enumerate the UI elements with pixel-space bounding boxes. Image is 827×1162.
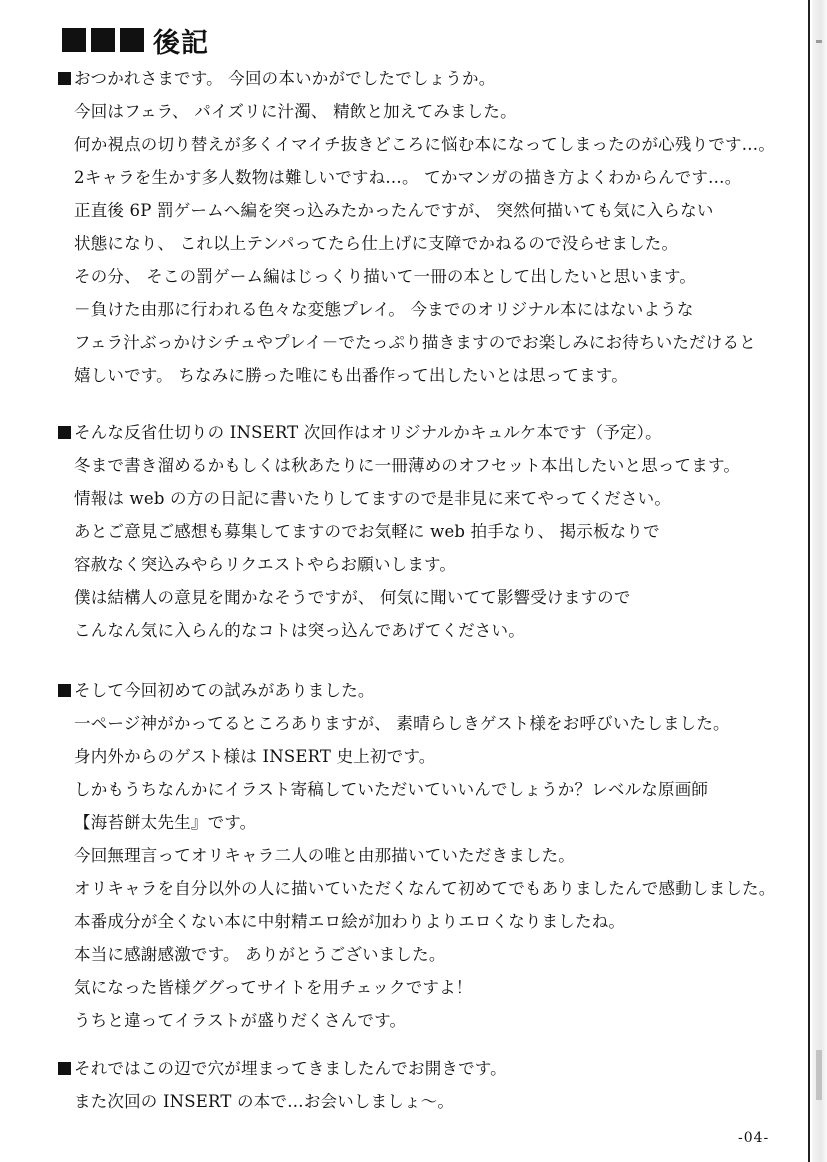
paragraph-line: しかもうちなんかにイラスト寄稿していただいていいんでしょうか？レベルな原画師 (74, 780, 709, 799)
paragraph-line: 何か視点の切り替えが多くイマイチ抜きどころに悩む本になってしまったのが心残りです…。 (74, 135, 776, 154)
paragraph-line: オリキャラを自分以外の人に描いていただくなんて初めてでもありましたんで感動しました。 (74, 879, 776, 898)
bullet-square-icon (58, 684, 71, 697)
line-text: そんな反省仕切りの INSERT 次回作はオリジナルかキュルケ本です（予定）。 (74, 423, 662, 442)
paragraph-line: 正直後 6P 罰ゲームへ編を突っ込みたかったんですが、 突然何描いても気に入らない (74, 201, 714, 220)
heading-square-icon (91, 28, 115, 52)
paragraph-line: －負けた由那に行われる色々な変態プレイ。 今までのオリジナル本にはないような (74, 300, 694, 319)
bullet-square-icon (58, 72, 71, 85)
paragraph-line: あとご意見ご感想も募集してますのでお気軽に web 拍手なり、 掲示板なりで (74, 522, 660, 541)
paragraph-line: 僕は結構人の意見を聞かなそうですが、 何気に聞いてて影響受けますので (74, 588, 631, 607)
paragraph-line: 本当に感謝感激です。 ありがとうございました。 (74, 945, 446, 964)
page-number: -04- (738, 1130, 770, 1146)
paragraph-line (58, 62, 775, 95)
paragraph-line: フェラ汁ぶっかけシチュやプレイ－でたっぷり描きますのでお楽しみにお待ちいただけると (74, 333, 756, 352)
paragraph-line: 情報は web の方の日記に書いたりしてますので是非見に来てやってください。 (74, 489, 672, 508)
line-text: それではこの辺で穴が埋まってきましたんでお開きです。 (74, 1059, 507, 1078)
section-closing (58, 1052, 507, 1118)
line-text: そして今回初めての試みがありました。 (74, 681, 375, 700)
heading-square-icon (62, 28, 86, 52)
paragraph-line (58, 416, 740, 449)
section-guest (58, 674, 775, 1037)
section-greeting (58, 62, 775, 392)
afterword-heading (62, 20, 209, 60)
paragraph-line: 冬まで書き溜めるかもしくは秋あたりに一冊薄めのオフセット本出したいと思ってます。 (74, 456, 741, 475)
paragraph-line: 今回無理言ってオリキャラ二人の唯と由那描いていただきました。 (74, 846, 575, 865)
paragraph-line: 身内外からのゲスト様は INSERT 史上初です。 (74, 747, 436, 766)
page-edge-mark (816, 1050, 822, 1100)
paragraph-line: こんなん気に入らん的なコトは突っ込んであげてください。 (74, 621, 525, 640)
paragraph-line: 【海苔餅太先生』です。 (74, 813, 257, 832)
paragraph-line (58, 1052, 507, 1085)
paragraph-line: 今回はフェラ、 パイズリに汁濁、 精飲と加えてみました。 (74, 102, 517, 121)
page-edge-line (808, 0, 810, 1162)
paragraph-line: 嬉しいです。 ちなみに勝った唯にも出番作って出したいとは思ってます。 (74, 366, 628, 385)
paragraph-line: 状態になり、 これ以上テンパってたら仕上げに支障でかねるので没らせました。 (74, 234, 679, 253)
paragraph-line (58, 674, 775, 707)
paragraph-line: その分、 そこの罰ゲーム編はじっくり描いて一冊の本として出したいと思います。 (74, 267, 697, 286)
line-text: おつかれさまです。 今回の本いかがでしたでしょうか。 (74, 69, 496, 88)
paragraph-line: 2キャラを生かす多人数物は難しいですね…。 てかマンガの描き方よくわからんです…。 (74, 168, 742, 187)
heading-square-icon (120, 28, 144, 52)
paragraph-line: 気になった皆様ググってサイトを用チェックですよ！ (74, 978, 473, 997)
page-edge-shadow (812, 0, 827, 1162)
paragraph-line: 本番成分が全くない本に中射精エロ絵が加わりよりエロくなりましたね。 (74, 912, 626, 931)
paragraph-line: また次回の INSERT の本で…お会いしましょ～。 (74, 1092, 455, 1111)
page-edge-mark (816, 40, 822, 43)
bullet-square-icon (58, 426, 71, 439)
paragraph-line: うちと違ってイラストが盛りだくさんです。 (74, 1011, 407, 1030)
section-next-work (58, 416, 740, 647)
heading-title: 後記 (153, 27, 209, 59)
bullet-square-icon (58, 1062, 71, 1075)
paragraph-line: 一ページ神がかってるところありますが、 素晴らしきゲスト様をお呼びいたしました。 (74, 714, 730, 733)
paragraph-line: 容赦なく突込みやらリクエストやらお願いします。 (74, 555, 457, 574)
